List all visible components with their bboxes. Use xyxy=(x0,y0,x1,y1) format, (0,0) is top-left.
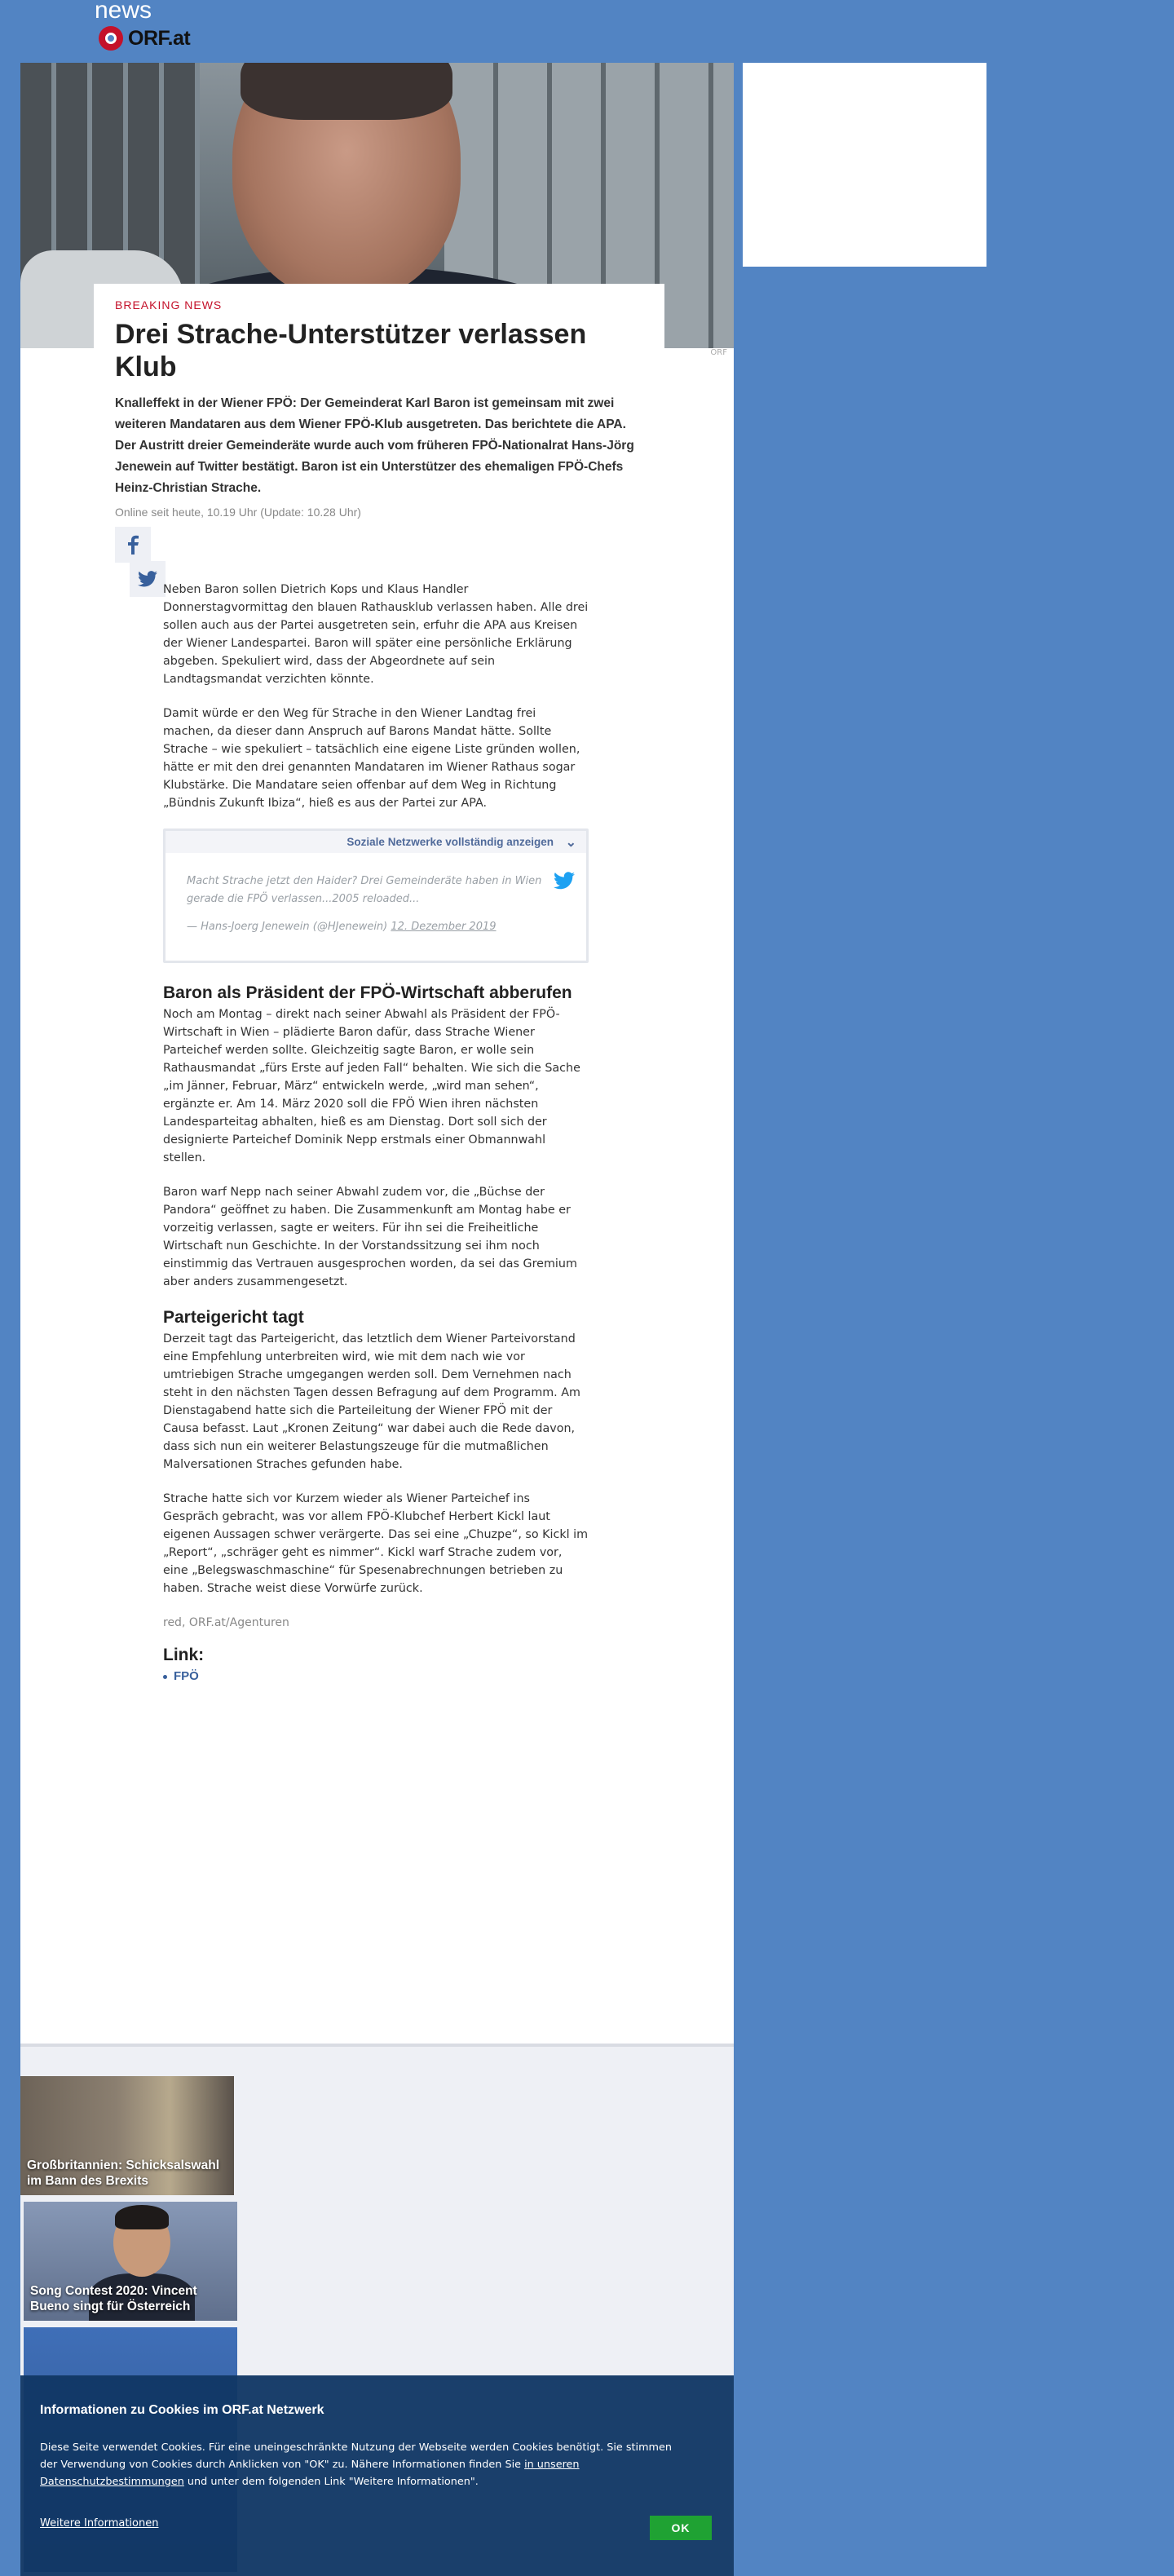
logo-text: ORF.at xyxy=(128,26,191,50)
article-body xyxy=(163,581,589,1686)
paragraph: Damit würde er den Weg für Strache in den Wiener Landtag frei machen, da dieser dann Anspruch auf Barons Mandat hätte. Sollte Strache – wie spekuliert – tatsächlich eine eigene Liste gründen wollen, hätte er mit den drei genannten Mandataren im Wiener Rathaus sogar Klubstärke. Die Mandatare seien offenbar auf dem Weg in Richtung „Bündnis Zukunft Ibiza“, hieß es aus der Partei zur APA. xyxy=(163,707,580,810)
cookie-ok-button[interactable]: OK xyxy=(650,2516,712,2540)
teaser-caption: Song Contest 2020: Vincent Bueno singt für Österreich xyxy=(30,2284,197,2313)
links-heading: Link: xyxy=(163,1646,205,1664)
paragraph: Derzeit tagt das Parteigericht, das letztlich dem Wiener Parteivorstand eine Empfehlung unterbreiten wird, wie mit dem nach wie vor umtriebigen Strache umgegangen werden soll. Dem Vernehmen nach steht in den nächsten Tagen dessen Befragung auf dem Programm. Am Dienstagabend hatte sich die Parteileitung der Wiener FPÖ mit der Causa befasst. Laut „Kronen Zeitung“ war dabei auch die Rede davon, dass sich nun ein weiterer Belastungszeuge für die mutmaßlichen Malversationen Straches gefunden habe. xyxy=(163,1332,580,1471)
article-lead: Knalleffekt in der Wiener FPÖ: Der Gemeinderat Karl Baron ist gemeinsam mit zwei weiteren Mandataren aus dem Wiener FPÖ-Klub ausgetreten. Das berichtete die APA. Der Austritt dreier Gemeinderäte wurde auch vom früheren FPÖ-Nationalrat Hans-Jörg Jenewein auf Twitter bestätigt. Baron ist ein Unterstützer des ehemaligen FPÖ-Chefs Heinz-Christian Strache. xyxy=(115,396,634,495)
teaser-card[interactable] xyxy=(24,2202,237,2321)
show-social-networks-label: Soziale Netzwerke vollständig anzeigen xyxy=(346,836,554,848)
section-heading: Parteigericht tagt xyxy=(163,1308,304,1327)
orf-logo[interactable] xyxy=(99,26,190,51)
article-source: red, ORF.at/Agenturen xyxy=(163,1616,289,1629)
link-label: FPÖ xyxy=(174,1669,199,1683)
paragraph: Neben Baron sollen Dietrich Kops und Klaus Handler Donnerstagvormittag den blauen Rathausklub verlassen haben. Alle drei sollen auch aus der Partei ausgetreten sein, erfuhr die APA aus Kreisen der Wiener Landespartei. Baron will später eine persönliche Erklärung abgeben. Spekuliert wird, dass der Abgeordnete auf sein Landtagsmandat verzichten könnte. xyxy=(163,583,589,686)
breaking-news-kicker: BREAKING NEWS xyxy=(115,298,223,312)
cookie-text xyxy=(40,2439,692,2490)
tweet-content xyxy=(166,853,586,936)
site-header xyxy=(95,0,258,57)
chevron-down-icon: ⌄ xyxy=(565,836,576,850)
share-buttons xyxy=(115,519,643,590)
article-dateline: Online seit heute, 10.19 Uhr (Update: 10.28 Uhr) xyxy=(115,506,361,519)
orf-logo-icon xyxy=(99,26,123,51)
bullet-icon xyxy=(163,1675,167,1679)
teaser-card[interactable] xyxy=(20,2076,234,2195)
paragraph: Baron warf Nepp nach seiner Abwahl zudem vor, die „Büchse der Pandora“ geöffnet zu haben. Die Zusammenkunft am Montag habe er vorzeitig verlassen, sagte er weiters. Für ihn sei die Freiheitliche Wirtschaft nun Geschichte. In der Vorstandssitzung sei ihm noch einstimmig das Vertrauen ausgesprochen worden, da sei das Gremium aber anders zusammengesetzt. xyxy=(163,1186,577,1288)
tweet-text: Macht Strache jetzt den Haider? Drei Gemeinderäte haben in Wien gerade die FPÖ verlassen...2005 reloaded... xyxy=(187,875,542,905)
link-fpo[interactable] xyxy=(163,1668,589,1686)
twitter-embed xyxy=(163,828,589,963)
cookie-banner xyxy=(20,2375,734,2576)
cookie-title: Informationen zu Cookies im ORF.at Netzwerk xyxy=(40,2403,324,2417)
cookie-text-after: und unter dem folgenden Link "Weitere Informationen". xyxy=(183,2476,479,2488)
article-header xyxy=(94,284,664,590)
article-headline: Drei Strache-Unterstützer verlassen Klub xyxy=(115,319,587,382)
section-heading: Baron als Präsident der FPÖ-Wirtschaft abberufen xyxy=(163,983,572,1002)
image-credit: ORF xyxy=(710,348,727,357)
tweet-author: — Hans-Joerg Jenewein (@HJenewein) xyxy=(187,921,388,933)
teaser-caption: Großbritannien: Schicksalswahl im Bann des Brexits xyxy=(27,2158,220,2188)
tweet-attribution xyxy=(187,918,565,936)
twitter-share-button[interactable] xyxy=(130,561,166,597)
section-title[interactable]: news xyxy=(95,0,152,24)
facebook-icon xyxy=(127,535,139,555)
cookie-text-before: Diese Seite verwendet Cookies. Für eine uneingeschränkte Nutzung der Webseite werden Cookies benötigt. Sie stimmen der Verwendung von Cookies durch Anklicken von "OK" zu. Nähere Informationen finden Sie xyxy=(40,2441,672,2471)
ad-slot xyxy=(743,63,986,267)
paragraph: Noch am Montag – direkt nach seiner Abwahl als Präsident der FPÖ-Wirtschaft in Wien – plädierte Baron dafür, dass Strache Wiener Parteichef werden sollte. Gleichzeitig sagte Baron, er wolle sein Rathausmandat „fürs Erste auf jeden Fall“ behalten. Wie sich die Sache „im Jänner, Februar, März“ entwickeln werde, „wird man sehen“, ergänzte er. Am 14. März 2020 soll die FPÖ Wien ihren nächsten Landesparteitag abhalten, hieß es am Dienstag. Dort soll sich der designierte Parteichef Dominik Nepp erstmals einer Obmannwahl stellen. xyxy=(163,1008,580,1164)
paragraph: Strache hatte sich vor Kurzem wieder als Wiener Parteichef ins Gespräch gebracht, was vor allem FPÖ-Klubchef Herbert Kickl laut eigenen Aussagen schwer verärgerte. Das sei eine „Chuzpe“, so Kickl im „Report“, „schräger geht es nimmer“. Kickl warf Strache zudem vor, eine „Belegswaschmaschine“ für Spesenabrechnungen betrieben zu haben. Strache weist diese Vorwürfe zurück. xyxy=(163,1492,589,1595)
privacy-policy-link[interactable]: in unseren Datenschutzbestimmungen xyxy=(40,2459,580,2488)
twitter-icon xyxy=(138,571,157,587)
twitter-icon xyxy=(554,872,575,890)
facebook-share-button[interactable] xyxy=(115,527,151,563)
show-social-networks-toggle[interactable] xyxy=(166,831,586,853)
more-info-link[interactable]: Weitere Informationen xyxy=(40,2517,159,2530)
tweet-date-link[interactable]: 12. Dezember 2019 xyxy=(391,921,497,933)
